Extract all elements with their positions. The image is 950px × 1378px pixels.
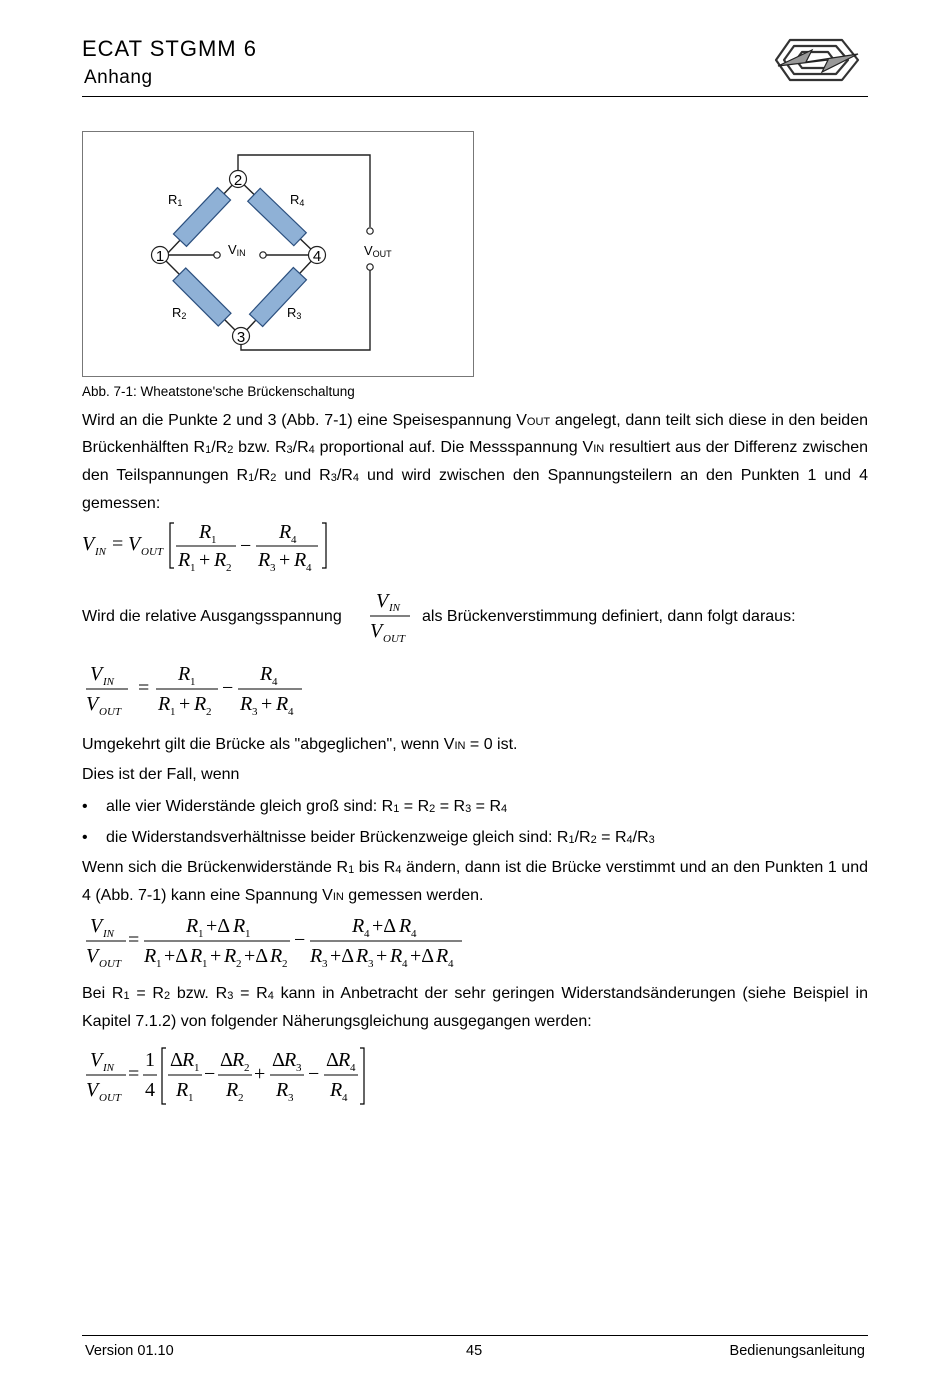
svg-text:R: R [270, 945, 283, 967]
svg-text:V: V [86, 693, 99, 715]
svg-text:4: 4 [291, 534, 297, 546]
paragraph-balanced: Umgekehrt gilt die Brücke als "abgeglichen", wenn VIN = 0 ist. [82, 736, 518, 753]
svg-text:=: = [128, 1063, 140, 1085]
svg-text:+: + [210, 945, 222, 967]
resistor-r2 [160, 255, 241, 336]
svg-text:3: 3 [322, 958, 328, 970]
svg-text:V: V [82, 533, 95, 555]
svg-text:V: V [376, 590, 389, 612]
svg-text:2: 2 [233, 172, 243, 189]
vin-terminal-left [214, 252, 220, 258]
formula-bridge-voltage [82, 516, 342, 576]
svg-text:V: V [90, 915, 103, 937]
svg-text:1: 1 [155, 248, 165, 265]
svg-text:R: R [294, 549, 307, 571]
svg-text:V: V [90, 663, 103, 685]
svg-text:1: 1 [170, 706, 176, 718]
svg-text:OUT: OUT [383, 633, 406, 645]
svg-text:4: 4 [342, 1092, 348, 1104]
svg-text:+Δ: +Δ [206, 915, 231, 937]
paragraph-relative-output: Wird die relative Ausgangsspannung [82, 608, 342, 625]
svg-text:1: 1 [245, 928, 251, 940]
svg-text:R: R [390, 945, 403, 967]
svg-text:−: − [222, 677, 234, 699]
label-r2: R2 [172, 305, 187, 321]
wheatstone-bridge-diagram [82, 131, 474, 377]
svg-text:4: 4 [448, 958, 454, 970]
svg-text:2: 2 [226, 562, 232, 574]
svg-text:R: R [240, 693, 253, 715]
label-vin: VIN [228, 242, 246, 258]
footer-divider [82, 1335, 868, 1336]
vout-terminal-bottom [367, 264, 373, 270]
document-title: ECAT STGMM 6 [82, 36, 257, 61]
svg-text:R: R [352, 915, 365, 937]
label-vout: VOUT [364, 243, 392, 259]
svg-text:R: R [338, 1049, 351, 1071]
svg-text:IN: IN [95, 546, 106, 558]
svg-text:4: 4 [312, 248, 322, 265]
svg-text:3: 3 [270, 562, 276, 574]
svg-text:R: R [226, 1079, 239, 1101]
svg-text:V: V [90, 1049, 103, 1071]
vin-terminal-right [260, 252, 266, 258]
svg-text:IN: IN [103, 1062, 114, 1074]
svg-text:R: R [356, 945, 369, 967]
formula-approximation [82, 1042, 382, 1110]
svg-text:R: R [224, 945, 237, 967]
list-item: • alle vier Widerstände gleich groß sind: $R_1 = R_2 = R_3 = R_4$ [82, 798, 508, 815]
svg-text:+: + [199, 549, 211, 571]
svg-text:2: 2 [282, 958, 288, 970]
list-item: • die Widerstandsverhältnisse beider Brückenzweige gleich sind: $R_1/R_2 = R_4/R_3$ [82, 829, 655, 846]
node-1 [152, 247, 169, 266]
svg-text:R: R [199, 521, 212, 543]
svg-text:OUT: OUT [99, 706, 122, 718]
svg-text:R: R [232, 1049, 245, 1071]
svg-text:2: 2 [236, 958, 242, 970]
svg-text:4: 4 [272, 676, 278, 688]
svg-text:R: R [279, 521, 292, 543]
paragraph-condition: Dies ist der Fall, wenn [82, 766, 240, 783]
page-number: 45 [466, 1343, 483, 1359]
svg-text:R: R [178, 549, 191, 571]
svg-text:1: 1 [188, 1092, 194, 1104]
svg-text:+: + [261, 693, 273, 715]
svg-text:1: 1 [156, 958, 162, 970]
svg-text:4: 4 [411, 928, 417, 940]
svg-text:V: V [128, 533, 141, 555]
svg-text:+: + [376, 945, 388, 967]
svg-text:IN: IN [389, 602, 400, 614]
label-r3: R3 [287, 305, 302, 321]
svg-text:R: R [178, 663, 191, 685]
paragraph-relative-output-cont: als Brückenverstimmung definiert, dann folgt daraus: [422, 608, 796, 625]
formula-delta-resistance [82, 910, 472, 974]
vout-terminal-top [367, 228, 373, 234]
resistor-r3 [241, 255, 317, 336]
svg-text:3: 3 [368, 958, 374, 970]
svg-text:−: − [294, 929, 306, 951]
svg-text:3: 3 [236, 329, 246, 346]
svg-text:+Δ: +Δ [330, 945, 355, 967]
svg-text:4: 4 [402, 958, 408, 970]
svg-text:Δ: Δ [272, 1049, 285, 1071]
svg-text:2: 2 [206, 706, 212, 718]
svg-text:1: 1 [211, 534, 217, 546]
svg-text:R: R [276, 1079, 289, 1101]
svg-text:+: + [254, 1063, 266, 1085]
svg-text:=: = [128, 929, 140, 951]
figure-caption: Abb. 7-1: Wheatstone'sche Brückenschaltung [82, 384, 355, 399]
svg-text:R: R [214, 549, 227, 571]
svg-text:=: = [112, 533, 124, 555]
svg-text:1: 1 [190, 676, 196, 688]
svg-text:R: R [260, 663, 273, 685]
resistor-r4 [238, 179, 317, 255]
label-r4: R4 [290, 192, 305, 208]
svg-text:3: 3 [252, 706, 258, 718]
formula-bridge-detuning [82, 658, 322, 722]
svg-text:R: R [436, 945, 449, 967]
svg-text:OUT: OUT [99, 1092, 122, 1104]
svg-text:1: 1 [145, 1049, 155, 1071]
svg-text:−: − [204, 1063, 216, 1085]
svg-text:R: R [233, 915, 246, 937]
svg-text:R: R [276, 693, 289, 715]
svg-text:R: R [399, 915, 412, 937]
header-divider [82, 96, 868, 97]
svg-text:R: R [158, 693, 171, 715]
svg-text:IN: IN [103, 928, 114, 940]
company-logo [772, 36, 864, 86]
svg-text:R: R [190, 945, 203, 967]
svg-text:Δ: Δ [326, 1049, 339, 1071]
svg-text:−: − [308, 1063, 320, 1085]
svg-text:R: R [194, 693, 207, 715]
svg-text:R: R [186, 915, 199, 937]
svg-text:2: 2 [238, 1092, 244, 1104]
section-title: Anhang [84, 67, 153, 88]
node-3 [233, 328, 250, 347]
svg-text:R: R [258, 549, 271, 571]
svg-text:4: 4 [350, 1062, 356, 1074]
svg-text:R: R [182, 1049, 195, 1071]
footer-doc-type: Bedienungsanleitung [729, 1343, 865, 1359]
svg-text:+Δ: +Δ [244, 945, 269, 967]
svg-text:1: 1 [198, 928, 204, 940]
svg-text:3: 3 [288, 1092, 294, 1104]
svg-text:=: = [138, 677, 150, 699]
paragraph-approximation: Bei $R_1 = R_2$ bzw. $R_3 = R_4$ kann in Anbetracht der sehr geringen Widerstandsänderungen (siehe Beispiel in Kapitel 7.1.2) von folgender Näherungsgleichung ausgegangen werden: [82, 985, 869, 1030]
svg-text:R: R [284, 1049, 297, 1071]
svg-text:+Δ: +Δ [372, 915, 397, 937]
svg-text:+: + [179, 693, 191, 715]
footer-version: Version 01.10 [85, 1343, 174, 1359]
figure-frame [82, 131, 474, 377]
svg-text:Δ: Δ [170, 1049, 183, 1071]
svg-text:V: V [86, 945, 99, 967]
svg-text:R: R [144, 945, 157, 967]
svg-text:+Δ: +Δ [410, 945, 435, 967]
svg-text:4: 4 [145, 1079, 155, 1101]
svg-text:2: 2 [244, 1062, 250, 1074]
paragraph-supply-voltage: Wird an die Punkte 2 und 3 (Abb. 7-1) eine Speisespannung VOUT angelegt, dann teilt sich diese in den beiden Brückenhälften $R_1/R_2$ bzw. $R_3/R_4$ proportional auf. Die Messspannung VIN resultiert aus der Differenz zwischen den Teilspannungen $R_1/R_2$ und $R_3/R_4$ und wird zwischen den Spannungsteilern an den Punkten 1 und 4 gemessen: [82, 412, 869, 512]
svg-text:+Δ: +Δ [164, 945, 189, 967]
svg-text:4: 4 [364, 928, 370, 940]
svg-text:V: V [86, 1079, 99, 1101]
svg-text:OUT: OUT [141, 546, 164, 558]
svg-text:OUT: OUT [99, 958, 122, 970]
svg-text:4: 4 [288, 706, 294, 718]
svg-text:R: R [330, 1079, 343, 1101]
formula-ratio-inline [366, 585, 414, 649]
svg-text:1: 1 [194, 1062, 200, 1074]
svg-text:3: 3 [296, 1062, 302, 1074]
svg-text:4: 4 [306, 562, 312, 574]
svg-text:1: 1 [190, 562, 196, 574]
svg-text:R: R [310, 945, 323, 967]
svg-text:Δ: Δ [220, 1049, 233, 1071]
svg-text:1: 1 [202, 958, 208, 970]
svg-text:+: + [279, 549, 291, 571]
svg-text:V: V [370, 620, 383, 642]
paragraph-detuned: Wenn sich die Brückenwiderstände $R_1$ bis $R_4$ ändern, dann ist die Brücke verstimmt und an den Punkten 1 und 4 (Abb. 7-1) kann eine Spannung VIN gemessen werden. [82, 859, 869, 904]
svg-text:R: R [176, 1079, 189, 1101]
svg-text:IN: IN [103, 676, 114, 688]
svg-text:−: − [240, 535, 252, 557]
label-r1: R1 [168, 192, 183, 208]
